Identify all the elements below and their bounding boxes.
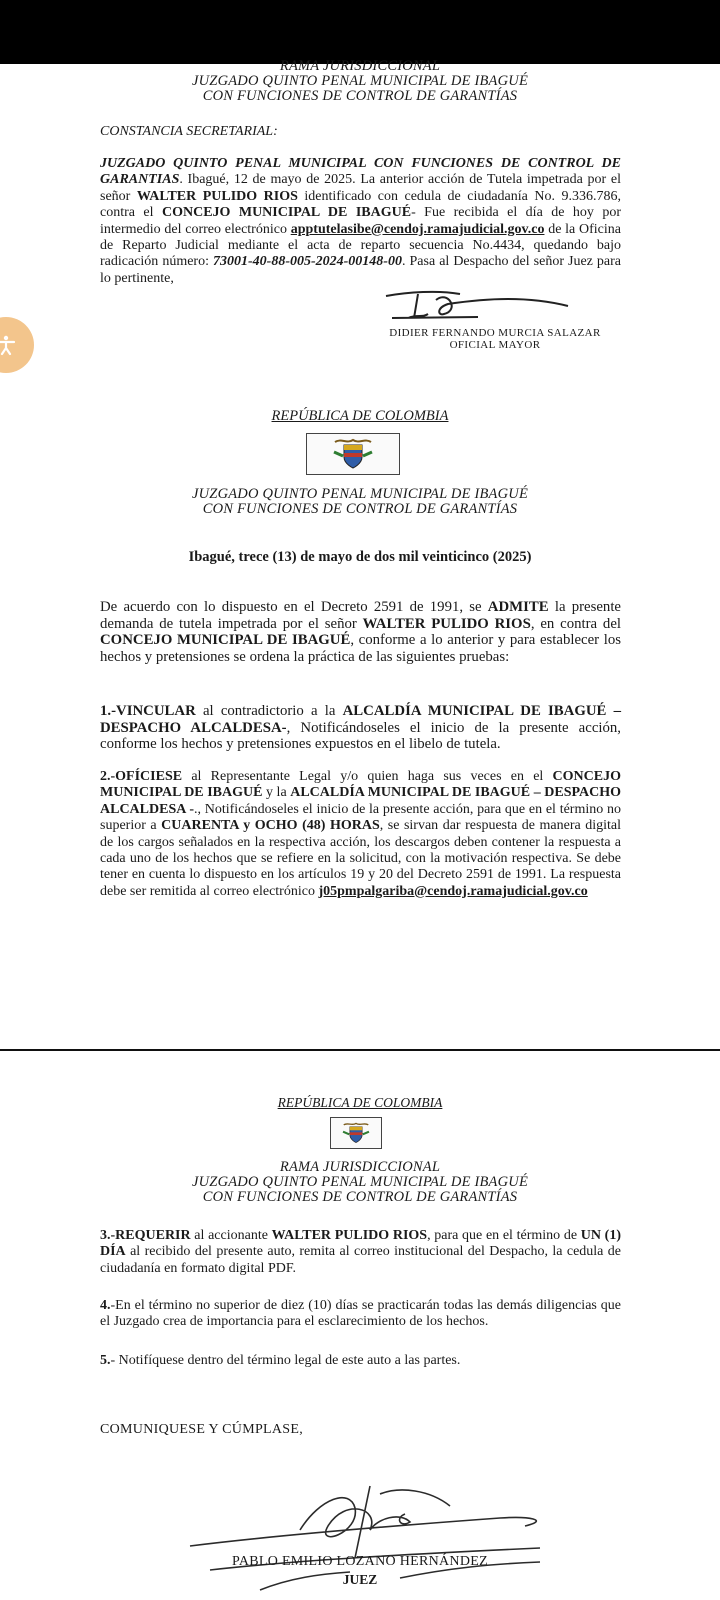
text: , se sirvan dar respuesta de manera digital de los cargos señalados en la respectiva acción, los descargos deben contener la respuesta a cada uno de los hechos que se refiere en la solicitud, con la motivación respectiva. Se debe tener en cuenta lo dispuesto en los artículos 19 y 20 del Decreto 2591 de 1991. La respuesta debe ser remitida al correo electrónico xyxy=(100,818,621,899)
accessibility-button[interactable] xyxy=(0,317,34,373)
item4-lead: 4. xyxy=(100,1298,111,1313)
judge-name: PABLO EMILIO LOZANO HERNÁNDEZ xyxy=(232,1554,488,1569)
text: y la xyxy=(262,785,291,801)
item3-plaintiff: WALTER PULIDO RIOS xyxy=(271,1228,428,1243)
text: la presente demanda de tutela impetrada por el señor xyxy=(100,599,621,632)
order-item-1 xyxy=(100,703,621,753)
colombia-coat-of-arms-icon xyxy=(331,438,375,470)
item3-lead: 3.-REQUERIR xyxy=(100,1228,191,1243)
colombia-coat-of-arms-icon xyxy=(341,1121,371,1145)
header1-line1: RAMA JURISDICCIONAL xyxy=(279,58,441,74)
constancia-paragraph xyxy=(100,156,621,287)
item1-entity: ALCALDÍA MUNICIPAL DE IBAGUÉ – DESPACHO ALCALDESA- xyxy=(100,703,621,736)
item1-lead: 1.-VINCULAR xyxy=(100,703,196,719)
header3-line2: JUZGADO QUINTO PENAL MUNICIPAL DE IBAGUÉ xyxy=(192,1174,528,1190)
text: De acuerdo con lo dispuesto en el Decreto 2591 de 1991, se xyxy=(100,599,488,615)
accessibility-icon xyxy=(0,334,17,356)
order-item-3 xyxy=(100,1228,621,1277)
header2-republic: REPÚBLICA DE COLOMBIA xyxy=(271,408,449,424)
admission-paragraph xyxy=(100,599,621,665)
item2-entity1: CONCEJO MUNICIPAL DE IBAGUÉ xyxy=(100,769,621,801)
top-status-bar xyxy=(0,0,720,64)
text: , para que en el término de xyxy=(427,1228,581,1243)
order-item-2 xyxy=(100,769,621,900)
radicado-number: 73001-40-88-005-2024-00148-00 xyxy=(213,254,402,270)
item2-lead: OFÍCIESE xyxy=(115,769,183,784)
officer-title: OFICIAL MAYOR xyxy=(449,339,541,351)
text: ., Notificándoseles el inicio de la presente acción, para que en el término no superior a xyxy=(100,801,621,834)
header3-republic: REPÚBLICA DE COLOMBIA xyxy=(277,1095,443,1110)
text: - Fue recibida el día de hoy por intermedio del correo electrónico xyxy=(100,205,621,237)
page-divider xyxy=(0,1049,720,1051)
seal-frame xyxy=(306,433,400,475)
text: al Representante Legal y/o quien haga sus veces en el xyxy=(182,769,553,784)
header2-line2: CON FUNCIONES DE CONTROL DE GARANTÍAS xyxy=(202,501,518,517)
order-item-5 xyxy=(100,1353,621,1369)
resolution-date: Ibagué, trece (13) de mayo de dos mil veinticinco (2025) xyxy=(188,549,532,565)
constancia-plaintiff: WALTER PULIDO RIOS xyxy=(136,188,298,204)
text: , en contra del xyxy=(530,615,622,632)
officer-name: DIDIER FERNANDO MURCIA SALAZAR xyxy=(389,327,601,339)
text: de la Oficina de Reparto Judicial mediante el acta de reparto secuencia No.4434, quedando bajo radicación número: xyxy=(100,221,621,270)
constancia-court: JUZGADO QUINTO PENAL MUNICIPAL CON FUNCIONES DE CONTROL DE GARANTIAS xyxy=(100,156,621,188)
order-item-4 xyxy=(100,1298,621,1331)
item2-email-link[interactable]: j05pmpalgariba@cendoj.ramajudicial.gov.co xyxy=(318,883,588,899)
constancia-email-link[interactable]: apptutelasibe@cendoj.ramajudicial.gov.co xyxy=(290,221,545,237)
item3-term: UN (1) DÍA xyxy=(100,1228,621,1260)
text: al accionante xyxy=(190,1228,272,1243)
header2-line1: JUZGADO QUINTO PENAL MUNICIPAL DE IBAGUÉ xyxy=(192,486,528,502)
officer-signature xyxy=(378,284,578,326)
header3-line3: CON FUNCIONES DE CONTROL DE GARANTÍAS xyxy=(202,1189,518,1205)
item5-lead: 5. xyxy=(100,1353,111,1368)
header1-line2: JUZGADO QUINTO PENAL MUNICIPAL DE IBAGUÉ xyxy=(192,73,528,89)
text: . Pasa al Despacho del señor Juez para lo pertinente, xyxy=(100,254,622,286)
constancia-title: CONSTANCIA SECRETARIAL: xyxy=(100,124,278,139)
admission-entity: CONCEJO MUNICIPAL DE IBAGUÉ xyxy=(100,632,351,649)
text: identificado con cedula de ciudadanía No. 9.336.786, contra el xyxy=(100,188,621,221)
text: al recibido del presente auto, remita al correo institucional del Despacho, la cedula de ciudadanía en formato digital PDF. xyxy=(100,1244,621,1276)
header3-line1: RAMA JURISDICCIONAL xyxy=(279,1159,441,1175)
text: . Ibagué, 12 de mayo de 2025. La anterior acción de Tutela impetrada por el señor xyxy=(100,172,621,204)
item2-num: 2.- xyxy=(100,769,116,784)
text: , conforme a lo anterior y para establecer los hechos y pretensiones se ordena la práctica de las siguientes pruebas: xyxy=(100,632,621,665)
header1-line3: CON FUNCIONES DE CONTROL DE GARANTÍAS xyxy=(202,88,518,104)
admission-plaintiff: WALTER PULIDO RIOS xyxy=(362,615,531,632)
constancia-entity: CONCEJO MUNICIPAL DE IBAGUÉ xyxy=(161,205,412,221)
judge-title: JUEZ xyxy=(342,1572,378,1587)
item2-term: CUARENTA y OCHO (48) HORAS xyxy=(161,818,380,834)
item2-entity2: ALCALDÍA MUNICIPAL DE IBAGUÉ – DESPACHO ALCALDESA - xyxy=(100,785,622,817)
text: - Notifíquese dentro del término legal de este auto a las partes. xyxy=(110,1353,461,1368)
text: -En el término no superior de diez (10) días se practicarán todas las demás diligencias que el Juzgado crea de importancia para el esclarecimiento de los hechos. xyxy=(100,1298,621,1330)
text: , Notificándoseles el inicio de la presente acción, conforme los hechos y pretensiones expuestos en el libelo de tutela. xyxy=(100,719,621,753)
seal-frame-2 xyxy=(330,1117,382,1149)
closing-line: COMUNIQUESE Y CÚMPLASE, xyxy=(100,1422,304,1437)
admite-keyword: ADMITE xyxy=(487,599,549,615)
text: al contradictorio a la xyxy=(195,703,343,719)
